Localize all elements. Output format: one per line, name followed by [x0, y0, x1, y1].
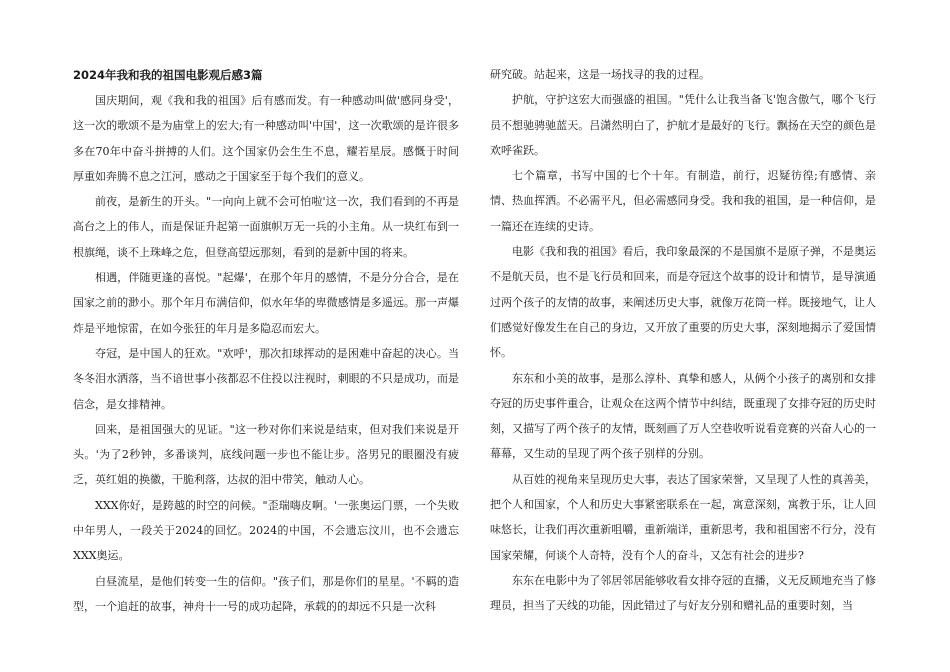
paragraph: 东东和小美的故事，是那么淳朴、真挚和感人，从俩个小孩子的离别和女排夺冠的历史事件重合，让观众在这两个情节中纠结，既重现了女排夺冠的历史时刻，又描写了两个孩子的友情，既刻画了万人空巷收听说看竞赛的兴奋人心的一幕幕，又生动的呈现了两个孩子别样的分别。	[490, 371, 876, 461]
right-column	[490, 62, 876, 619]
paragraph: 东东在电影中为了邻居邻居能够收看女排夺冠的直播，义无反顾地充当了修理员，担当了天线的功能，因此错过了与好友分别和赠礼品的重要时刻，当	[490, 573, 876, 613]
paragraph: 电影《我和我的祖国》看后，我印象最深的不是国旗不是原子弹，不是奥运不是航天员，也不是飞行员和回来，而是夺冠这个故事的设计和情节，是导演通过两个孩子的友情的故事，来阐述历史大事，就像万花筒一样。既接地气，让人们感觉好像发生在自己的身边，又开放了重要的历史大事，深刻地揭示了爱国情怀。	[490, 245, 876, 360]
paragraph: 护航，守护这宏大而强盛的祖国。"凭什么让我当备飞'饱含傲气，哪个飞行员不想驰骋驰蓝天。吕潇然明白了，护航才是最好的飞行。飘扬在天空的颜色是欢呼雀跃。	[490, 93, 876, 157]
document-title: 2024年我和我的祖国电影观后感3篇	[73, 68, 263, 82]
paragraph: 白昼流星，是他们转变一生的信仰。"孩子们，那是你们的星星。'不羁的造型，一个追赶的故事，神舟十一号的成功起降，承载的的却远不只是一次科	[73, 574, 459, 613]
paragraph: 回来，是祖国强大的见证。"这一秒对你们来说是结束，但对我们来说是开头。'为了2秒钟，多番谈判，底线问题一步也不能让步。洛男兄的眼圈没有疲乏，英红姐的换徽，干脆利落，达叔的泪中带笑，触动人心。	[73, 422, 459, 487]
paragraph: 研究破。站起来，这是一场找寻的我的过程。	[490, 68, 710, 81]
paragraph: 相遇，伴随更逢的喜悦。"起爆'，在那个年月的感情，不是分分合合，是在国家之前的渺小。那个年月布满信仰，似水年华的卑微感情是多遥远。那一声爆炸是平地惊雷，在如今张狂的年月是多隐忍而宏大。	[73, 271, 459, 335]
paragraph: 国庆期间，观《我和我的祖国》后有感而发。有一种感动叫做'感同身受'，这一次的歌颂不是为庙堂上的宏大;有一种感动叫'中国'，这一次歌颂的是许很多多在70年中奋斗拼搏的人们。这个国家仍会生生不息，耀若星辰。感慨于时间厚重如奔腾不息之江河，感动之于国家至于每个我们的意义。	[73, 94, 459, 183]
paragraph: 夺冠，是中国人的狂欢。"欢呼'，那次扣球挥动的是困难中奋起的决心。当冬冬泪水洒落，当不谙世事小孩都忍不住投以注视时，刺眼的不只是成功，而是信念，是女排精神。	[73, 346, 459, 411]
paragraph: 从百姓的视角来呈现历史大事，表达了国家荣誉，又呈现了人性的真善美，把个人和国家，个人和历史大事紧密联系在一起，寓意深刻，寓教于乐，让人回味悠长，让我们再次重新咀嚼，重新端详，重新思考，我和祖国密不行分，没有国家荣耀，何谈个人奇特，没有个人的奋斗，又怎有社会的进步?	[490, 472, 876, 562]
paragraph: XXX你好，是跨越的时空的问候。"歪瑞嗨皮啊。'一张奥运门票，一个失败中年男人，一段关于2024的回忆。2024的中国，不会遗忘汶川，也不会遗忘XXX奥运。	[73, 498, 459, 563]
left-column	[73, 62, 459, 619]
left-paragraphs	[73, 88, 459, 619]
paragraph: 七个篇章，书写中国的七个十年。有制造，前行，迟疑彷徨;有感情、亲情、热血挥洒。不必需平凡，但必需感同身受。我和我的祖国，是一种信仰，是一篇还在连续的史诗。	[490, 169, 876, 233]
right-paragraphs	[490, 62, 876, 619]
paragraph: 前夜，是新生的开头。"一向向上就不会可怕啦'这一次，我们看到的不再是高台之上的伟人，而是保证升起第一面旗帜万无一兵的小主角。从一块红布到一根旗绳，谈不上珠峰之危，但登高望远那刻，看到的是新中国的将来。	[73, 195, 459, 259]
